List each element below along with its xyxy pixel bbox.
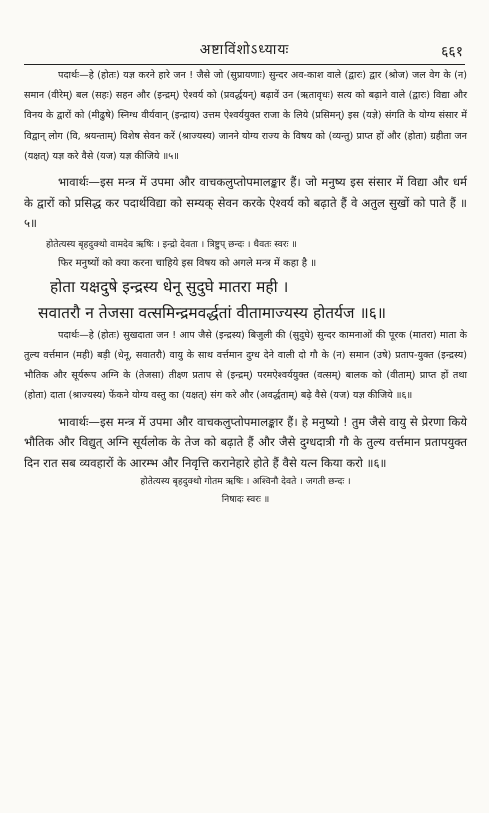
svara-line: निषादः स्वरः ॥: [221, 494, 270, 506]
page-body: [24, 66, 467, 509]
mantra-line-1: होता यक्षदुषे इन्द्रस्य धेनू सुदुघे मातरा मही ।: [50, 277, 289, 296]
padartha-paragraph: पदार्थः—हे (होतः) सुखदाता जन ! आप जैसे (इन्द्रस्य) बिजुली की (सुदुघे) सुन्दर कामनाओं की पूरक (मातरा) माता के तुल्य वर्त्तमान (मही) बड़ी (धेनू, सवातरौ) वायु के साथ वर्त्तमान दुग्ध देने वाली दो गौ के (न) समान (उषे) प्रताप-युक्त (इन्द्रस्य) भौतिक और सूर्यरूप अग्नि के (तेजसा) तीक्ष्ण प्रताप से (इन्द्रम्) परमऐश्वर्ययुक्त (वत्सम्) बालक को (वीताम्) प्राप्त हों तथा (होता) दाता (श्राज्यस्य) फेंकने योग्य वस्तु का (यक्षत्) संग करे और (अवर्द्धताम्) बढ़े वैसे (यज) यज्ञ कीजिये ॥६॥: [24, 329, 467, 402]
rishi-line: होतेत्यस्य बृहदुक्थो वामदेव ऋषिः । इन्द्रो देवता । त्रिष्टुप् छन्दः । धैवतः स्वरः ॥: [46, 238, 297, 250]
intro-line: फिर मनुष्यों को क्या करना चाहिये इस विषय को अगले मन्त्र में कहा है ॥: [58, 257, 317, 269]
chapter-title: अष्टाविंशोऽध्यायः: [199, 42, 290, 58]
bhavartha-paragraph: भावार्थः—इस मन्त्र में उपमा और वाचकलुप्तोपमालङ्कार हैं। हे मनुष्यो ! तुम जैसे वायु से प्रेरणा किये भौतिक और विद्युत् अग्नि सूर्यलोक के तेज को बढ़ाते हैं और जैसे दुग्धदात्री गौ के तुल्य वर्त्तमान प्रतापयुक्त दिन रात सब व्यवहारों के आरम्भ और निवृत्ति करानेहारे होते हैं वैसे यत्न किया करो ॥६॥: [24, 414, 467, 470]
page-number: ६६१: [441, 44, 463, 60]
header-rule: [24, 64, 465, 65]
mantra-line-2: सवातरौ न तेजसा वत्समिन्द्रमवर्द्धतां वीतामाज्यस्य होतर्यज ॥६॥: [38, 303, 387, 322]
bhavartha-paragraph: भावार्थः—इस मन्त्र में उपमा और वाचकलुप्तोपमालङ्कार हैं। जो मनुष्य इस संसार में विद्या और धर्म के द्वारों को प्रसिद्ध कर पदार्थविद्या को सम्यक् सेवन करके ऐश्वर्य को बढ़ाते हैं वे अतुल सुखों को पाते हैं ॥५॥: [24, 175, 467, 231]
padartha-paragraph: पदार्थः—हे (होतः) यज्ञ करने हारे जन ! जैसे जो (सुप्रायणाः) सुन्दर अव-काश वाले (द्वारः) द्वार (श्रोज) जल वेग के (न) समान (वीरेम्) बल (सहः) सहन और (इन्द्रम्) ऐश्वर्य को (प्रवर्द्धयन्) बढ़ावें उन (ऋतावृधः) सत्य को बढ़ाने वाले (द्वारः) विद्या और विनय के द्वारों को (मीढुषे) स्निग्ध वीर्यवान् (इन्द्राय) उत्तम ऐश्वर्ययुक्त राजा के लिये (प्रसिमन्) इस (यज्ञे) संगति के योग्य संसार में विद्वान् लोग (वि, श्रयन्ताम्) विशेष सेवन करें (श्राज्यस्य) जानने योग्य राज्य के विषय को (व्यन्तु) प्राप्त हों और (होता) ग्रहीता जन (यक्षत्) यज्ञ करे वैसे (यज) यज्ञ कीजिये ॥५॥: [24, 70, 467, 162]
rishi-line: होतेत्यस्य बृहदुक्थो गोतम ऋषिः । अश्विनौ देवते । जगती छन्दः ।: [140, 476, 351, 488]
page-header: [0, 40, 489, 62]
